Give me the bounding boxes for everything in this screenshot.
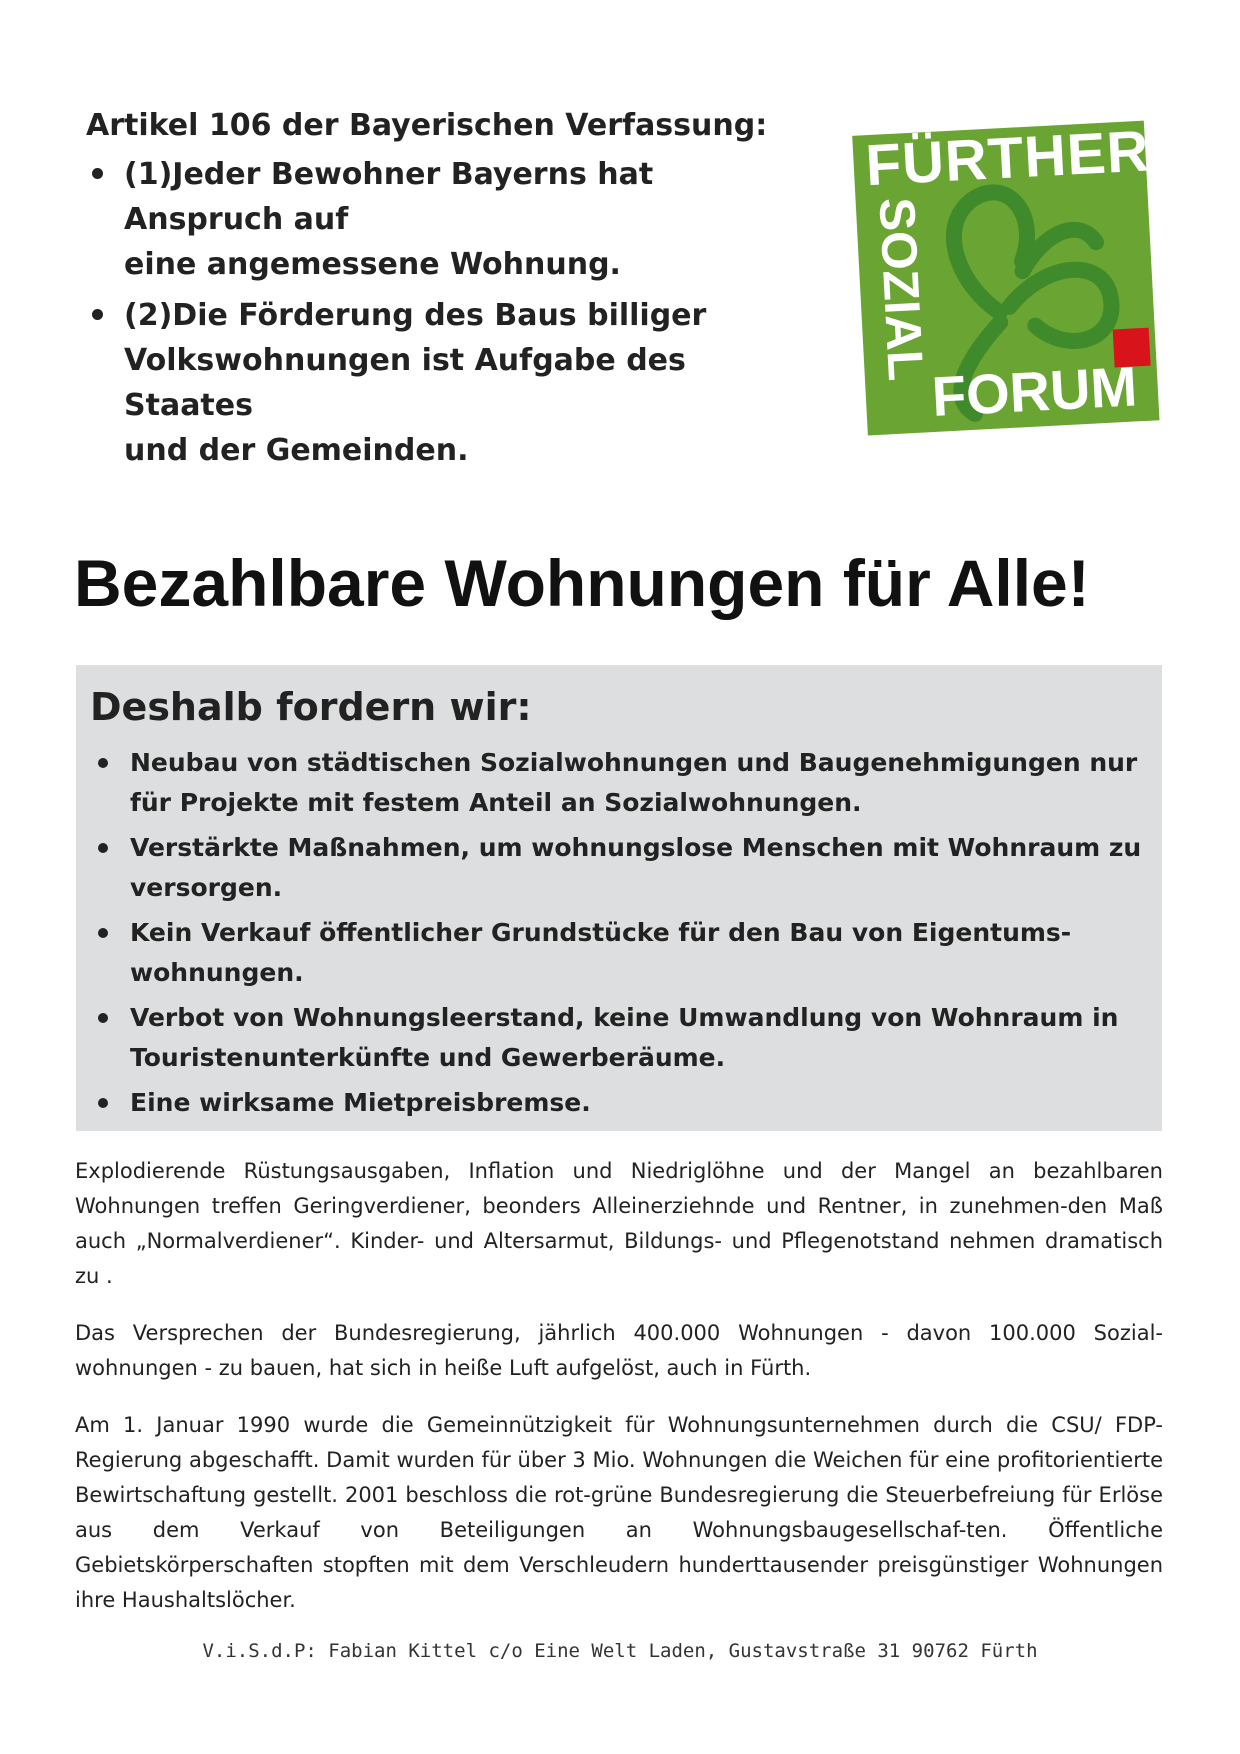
list-item [90, 743, 1150, 823]
logo-graphic [848, 112, 1166, 450]
paragraph: Das Versprechen der Bundesregierung, jährlich 400.000 Wohnungen - davon 100.000 Sozial-wohnungen - zu bauen, hat sich in heiße Luft aufgelöst, auch in Fürth. [75, 1321, 1163, 1380]
logo-text-sozial: SOZIAL [868, 196, 935, 383]
demands-box [76, 665, 1162, 1131]
bullet-icon [98, 928, 108, 938]
demands-list [90, 743, 1150, 1128]
demand-text: Verstärkte Maßnahmen, um wohnungslose Menschen mit Wohnraum zu versorgen. [130, 833, 1142, 902]
article-106-section [86, 104, 786, 479]
article-item-text: (2)Die Förderung des Baus billiger Volkswohnungen ist Aufgabe des Staates und der Gemeinden. [124, 298, 707, 468]
bullet-icon [92, 168, 103, 179]
article-list [86, 152, 786, 473]
logo-text-further: FÜRTHER [864, 118, 1152, 199]
demand-text: Eine wirksame Mietpreisbremse. [130, 1088, 591, 1117]
imprint-footer: V.i.S.d.P: Fabian Kittel c/o Eine Welt Laden, Gustavstraße 31 90762 Fürth [202, 1640, 1038, 1662]
bullet-icon [98, 1098, 108, 1108]
paragraph: Am 1. Januar 1990 wurde die Gemeinnützigkeit für Wohnungsunternehmen durch die CSU/ FDP-Regierung abgeschafft. Damit wurden für über 3 Mio. Wohnungen die Weichen für eine profitorientierte Bewirtschaftung gestellt. 2001 beschloss die rot-grüne Bundesregierung die Steuerbefreiung für Erlöse aus dem Verkauf von Beteiligungen an Wohnungsbaugesellschaf-ten. Öffentliche Gebietskörperschaften stopften mit dem Verschleudern hunderttausender preisgünstiger Wohnungen ihre Haushaltslöcher. [75, 1413, 1163, 1612]
bullet-icon [98, 1013, 108, 1023]
demands-title: Deshalb fordern wir: [90, 685, 532, 729]
list-item [90, 1083, 1150, 1123]
bullet-icon [98, 758, 108, 768]
page-title: Bezahlbare Wohnungen für Alle! [74, 546, 1090, 620]
list-item [86, 152, 786, 287]
paragraph: Explodierende Rüstungsausgaben, Inflation und Niedriglöhne und der Mangel an bezahlbaren Wohnungen treffen Geringverdiener, beonders Alleinerziehnde und Rentner, in zunehmen-den Maß auch „Normalverdiener“. Kinder- und Altersarmut, Bildungs- und Pflegenotstand nehmen dramatisch zu . [75, 1159, 1163, 1288]
list-item [86, 293, 786, 473]
bullet-icon [92, 309, 103, 320]
list-item [90, 913, 1150, 993]
list-item [90, 828, 1150, 908]
article-title: Artikel 106 der Bayerischen Verfassung: [86, 108, 768, 143]
logo-text-forum: FORUM [930, 354, 1139, 429]
demand-text: Kein Verkauf öffentlicher Grundstücke für den Bau von Eigentums- wohnungen. [130, 918, 1072, 987]
demand-text: Neubau von städtischen Sozialwohnungen und Baugenehmigungen nur für Projekte mit festem Anteil an Sozialwohnungen. [130, 748, 1138, 817]
article-item-text: (1)Jeder Bewohner Bayerns hat Anspruch auf eine angemessene Wohnung. [124, 157, 654, 282]
further-sozialforum-logo [848, 112, 1166, 450]
bullet-icon [98, 843, 108, 853]
body-text [75, 1154, 1163, 1640]
list-item [90, 998, 1150, 1078]
demand-text: Verbot von Wohnungsleerstand, keine Umwandlung von Wohnraum in Touristenunterkünfte und Gewerberäume. [130, 1003, 1119, 1072]
